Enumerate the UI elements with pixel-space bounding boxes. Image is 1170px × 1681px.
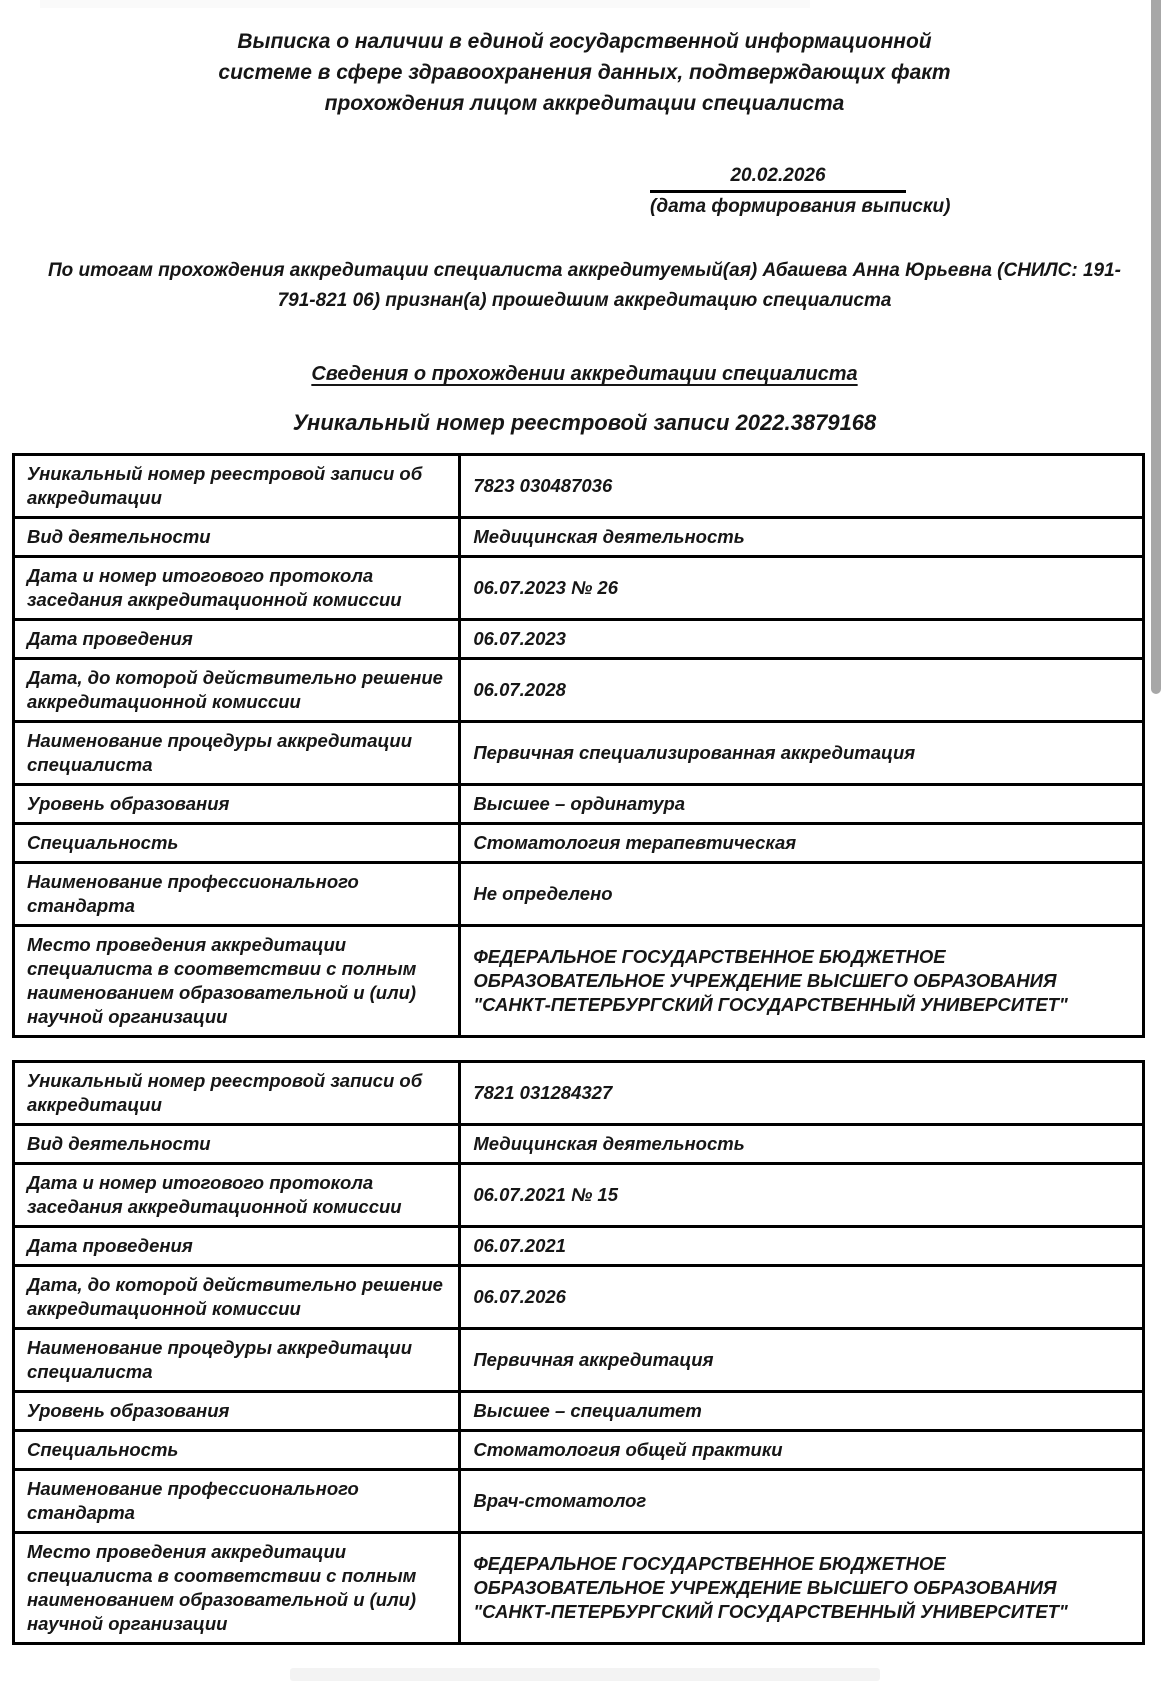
table-row	[14, 557, 1144, 620]
row-label: Дата, до которой действительно решение аккредитационной комиссии	[14, 659, 460, 722]
table-row	[14, 722, 1144, 785]
table-row	[14, 1392, 1144, 1431]
top-edge-artifact	[40, 0, 810, 8]
row-value: ФЕДЕРАЛЬНОЕ ГОСУДАРСТВЕННОЕ БЮДЖЕТНОЕ ОБРАЗОВАТЕЛЬНОЕ УЧРЕЖДЕНИЕ ВЫСШЕГО ОБРАЗОВАНИЯ "САНКТ-ПЕТЕРБУРГСКИЙ ГОСУДАРСТВЕННЫЙ УНИВЕРСИТЕТ"	[460, 926, 1144, 1037]
extract-date-block	[650, 165, 951, 218]
table-row	[14, 863, 1144, 926]
accreditation-record-table-1	[12, 453, 1145, 1038]
row-label: Уникальный номер реестровой записи об аккредитации	[14, 1062, 460, 1125]
table-row	[14, 926, 1144, 1037]
row-value: Высшее – ординатура	[460, 785, 1144, 824]
page-title: Выписка о наличии в единой государственной информационной системе в сфере здравоохранения данных, подтверждающих факт прохождения лицом аккредитации специалиста	[218, 30, 951, 115]
bottom-edge-artifact	[290, 1668, 880, 1681]
row-value: Стоматология общей практики	[460, 1431, 1144, 1470]
table-row	[14, 659, 1144, 722]
row-value: Не определено	[460, 863, 1144, 926]
table-row	[14, 1329, 1144, 1392]
extract-date-caption: (дата формирования выписки)	[650, 196, 951, 217]
registry-number-heading: Уникальный номер реестровой записи 2022.3879168	[292, 410, 877, 435]
table-row	[14, 1125, 1144, 1164]
row-value: Высшее – специалитет	[460, 1392, 1144, 1431]
table-row	[14, 455, 1144, 518]
vertical-scrollbar-thumb[interactable]	[1151, 0, 1161, 694]
row-value: 06.07.2023	[460, 620, 1144, 659]
row-label: Уровень образования	[14, 1392, 460, 1431]
row-value: 06.07.2021 № 15	[460, 1164, 1144, 1227]
row-label: Уровень образования	[14, 785, 460, 824]
accreditation-result-paragraph: По итогам прохождения аккредитации специалиста аккредитуемый(ая) Абашева Анна Юрьевна (СНИЛС: 191-791-821 06) признан(а) прошедшим аккредитацию специалиста	[47, 260, 1122, 311]
table-row	[14, 1266, 1144, 1329]
row-label: Уникальный номер реестровой записи об аккредитации	[14, 455, 460, 518]
row-value: 7821 031284327	[460, 1062, 1144, 1125]
row-value: Первичная аккредитация	[460, 1329, 1144, 1392]
row-label: Наименование процедуры аккредитации специалиста	[14, 722, 460, 785]
row-label: Наименование профессионального стандарта	[14, 863, 460, 926]
table-row	[14, 1470, 1144, 1533]
row-label: Дата и номер итогового протокола заседания аккредитационной комиссии	[14, 1164, 460, 1227]
table-row	[14, 518, 1144, 557]
section-heading: Сведения о прохождении аккредитации специалиста	[311, 363, 858, 385]
row-value: Стоматология терапевтическая	[460, 824, 1144, 863]
row-value: 7823 030487036	[460, 455, 1144, 518]
table-row	[14, 785, 1144, 824]
row-label: Место проведения аккредитации специалиста в соответствии с полным наименованием образовательной и (или) научной организации	[14, 1533, 460, 1644]
table-row	[14, 1227, 1144, 1266]
row-value: 06.07.2028	[460, 659, 1144, 722]
table-row	[14, 1533, 1144, 1644]
row-label: Специальность	[14, 1431, 460, 1470]
row-value: 06.07.2021	[460, 1227, 1144, 1266]
row-label: Вид деятельности	[14, 518, 460, 557]
row-label: Дата, до которой действительно решение аккредитационной комиссии	[14, 1266, 460, 1329]
row-value: ФЕДЕРАЛЬНОЕ ГОСУДАРСТВЕННОЕ БЮДЖЕТНОЕ ОБРАЗОВАТЕЛЬНОЕ УЧРЕЖДЕНИЕ ВЫСШЕГО ОБРАЗОВАНИЯ "САНКТ-ПЕТЕРБУРГСКИЙ ГОСУДАРСТВЕННЫЙ УНИВЕРСИТЕТ"	[460, 1533, 1144, 1644]
table-row	[14, 620, 1144, 659]
row-value: Врач-стоматолог	[460, 1470, 1144, 1533]
row-label: Дата и номер итогового протокола заседания аккредитационной комиссии	[14, 557, 460, 620]
row-label: Вид деятельности	[14, 1125, 460, 1164]
row-value: Медицинская деятельность	[460, 518, 1144, 557]
row-label: Дата проведения	[14, 620, 460, 659]
table-row	[14, 1062, 1144, 1125]
row-value: Первичная специализированная аккредитация	[460, 722, 1144, 785]
row-label: Наименование профессионального стандарта	[14, 1470, 460, 1533]
row-label: Наименование процедуры аккредитации специалиста	[14, 1329, 460, 1392]
row-value: Медицинская деятельность	[460, 1125, 1144, 1164]
table-row	[14, 1431, 1144, 1470]
table-row	[14, 824, 1144, 863]
row-value: 06.07.2023 № 26	[460, 557, 1144, 620]
table-row	[14, 1164, 1144, 1227]
accreditation-record-table-2	[12, 1060, 1145, 1645]
row-label: Дата проведения	[14, 1227, 460, 1266]
row-label: Специальность	[14, 824, 460, 863]
extract-date: 20.02.2026	[650, 165, 906, 193]
row-value: 06.07.2026	[460, 1266, 1144, 1329]
row-label: Место проведения аккредитации специалиста в соответствии с полным наименованием образовательной и (или) научной организации	[14, 926, 460, 1037]
